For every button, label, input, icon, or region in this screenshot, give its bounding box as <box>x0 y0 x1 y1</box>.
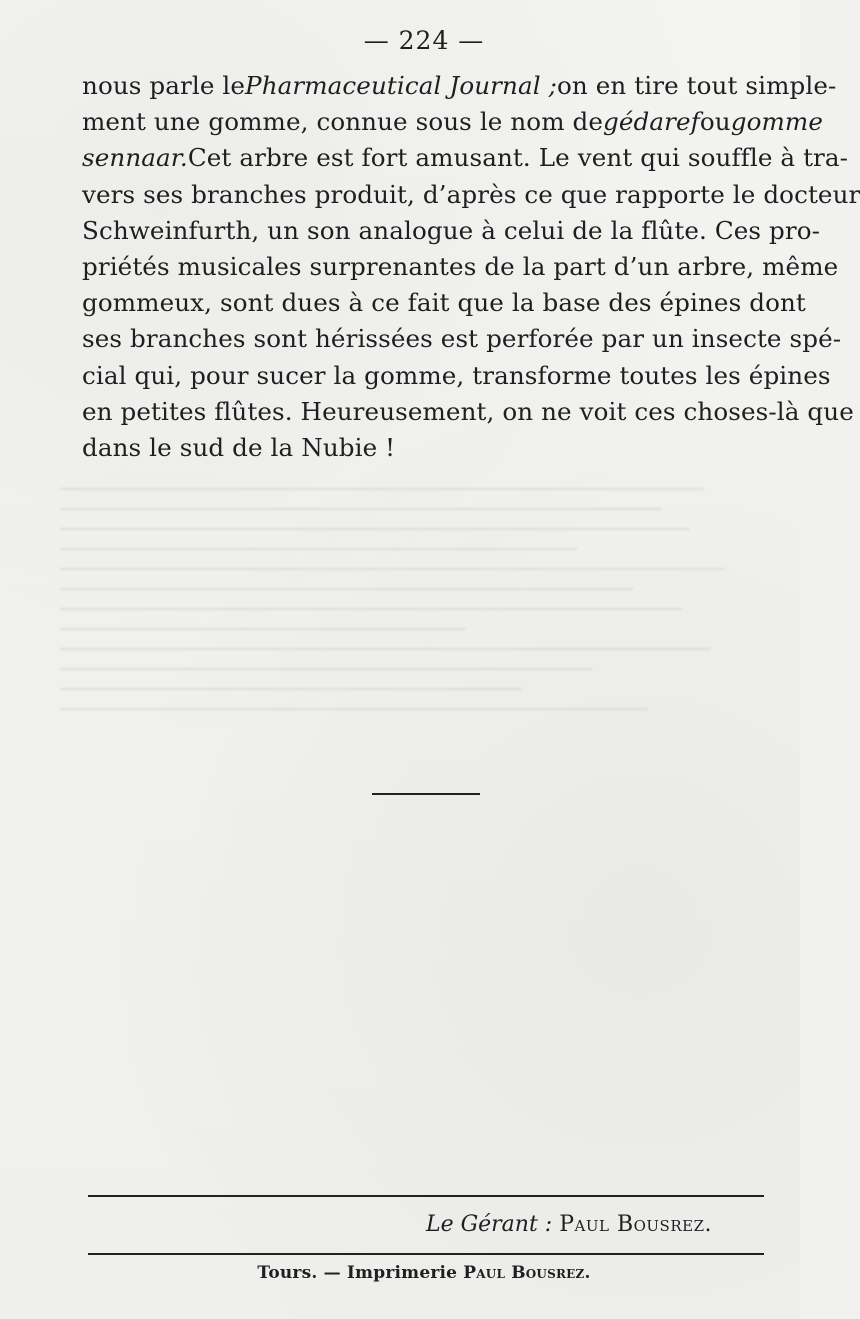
text-line <box>82 394 854 430</box>
text-line <box>82 321 842 357</box>
text-span: ou <box>699 107 731 137</box>
manager-signature <box>426 1212 712 1237</box>
text-span: Schweinfurth, un son analogue à celui de la flûte. Ces pro- <box>82 215 821 245</box>
bleed-through-ghost-text <box>60 470 760 1050</box>
bottom-rule <box>88 1253 764 1255</box>
ghost-line <box>60 648 711 650</box>
section-divider <box>372 793 480 795</box>
manager-name: Paul Bousrez. <box>559 1212 712 1237</box>
ghost-line <box>60 668 592 670</box>
text-span: nous parle le <box>82 71 246 100</box>
italic-text-span: Pharmaceutical Journal ; <box>245 71 558 100</box>
text-span: gommeux, sont dues à ce fait que la base des épines dont <box>82 288 806 318</box>
text-span: Cet arbre est fort amusant. Le vent qui souffle à tra- <box>187 143 849 173</box>
text-line <box>82 104 823 140</box>
text-span: ment une gomme, connue sous le nom de <box>82 107 604 137</box>
text-span: cial qui, pour sucer la gomme, transforme toutes les épines <box>82 360 831 390</box>
text-span: ses branches sont hérissées est perforée par un insecte spé- <box>82 324 842 354</box>
text-span: priétés musicales surprenantes de la part d’un arbre, même <box>82 251 839 281</box>
italic-text-span: gédaref <box>603 107 700 137</box>
text-line <box>82 430 766 466</box>
italic-text-span: gomme <box>730 107 823 137</box>
text-line <box>82 68 837 104</box>
ghost-line <box>60 628 466 630</box>
text-span: en petites flûtes. Heureusement, on ne voit ces choses-là que <box>82 396 854 426</box>
text-line <box>82 249 839 285</box>
page-number: — 224 — <box>363 26 485 55</box>
manager-label: Le Gérant : <box>425 1212 553 1237</box>
imprint-footer <box>0 1263 848 1283</box>
ghost-line <box>60 708 648 710</box>
italic-text-span: sennaar. <box>82 143 188 173</box>
text-span: vers ses branches produit, d’après ce que rapporte le docteur <box>82 179 860 209</box>
text-line <box>82 177 860 213</box>
main-paragraph <box>82 68 860 466</box>
ghost-line <box>60 688 522 690</box>
text-line <box>82 358 831 394</box>
text-span: dans le sud de la Nubie ! <box>82 432 396 462</box>
ghost-line <box>60 528 690 530</box>
ghost-line <box>60 508 662 510</box>
ghost-line <box>60 488 704 490</box>
imprint-name: Paul Bousrez. <box>463 1263 591 1283</box>
ghost-line <box>60 588 634 590</box>
text-span: on en tire tout simple- <box>557 71 837 100</box>
text-line <box>82 285 806 321</box>
ghost-line <box>60 608 683 610</box>
ghost-line <box>60 548 578 550</box>
ghost-line <box>60 568 725 570</box>
top-rule <box>88 1195 764 1197</box>
text-line <box>82 213 821 249</box>
imprint-prefix: Tours. — Imprimerie <box>257 1263 464 1283</box>
text-line <box>82 140 849 176</box>
